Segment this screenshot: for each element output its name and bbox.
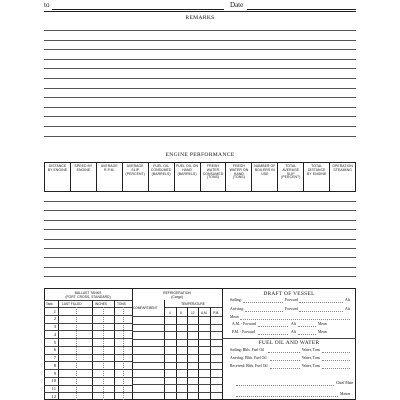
draft-am-aft: Aft [291, 322, 297, 326]
draft-pm-mean: Mean [318, 330, 327, 334]
ballast-tank-number: 7 [53, 355, 56, 360]
engine-col-header: NUMBER OF BOILERS IN USE [252, 163, 278, 191]
ballast-title: BALLAST TANKS [74, 291, 102, 295]
draft-pm-aft-field[interactable] [298, 334, 316, 335]
ballast-tank-number: 10 [51, 378, 56, 384]
time-8: 8 [180, 311, 182, 315]
draft-arriving-field[interactable] [245, 311, 283, 312]
fuel-sailing-water-field[interactable] [322, 352, 350, 353]
ballast-row-line[interactable] [44, 377, 132, 378]
draft-sailing-aft: Aft [345, 298, 351, 302]
to-field[interactable] [52, 9, 224, 10]
engine-note-line[interactable] [44, 239, 356, 240]
time-12: 12 [191, 311, 195, 315]
ballast-row-line[interactable] [44, 392, 132, 393]
engine-col-header: TOTAL DISTANCE BY ENGINE [304, 163, 330, 191]
draft-pm-label: P.M. - Forward [232, 330, 255, 334]
remarks-line[interactable] [44, 30, 356, 31]
ballast-tank-number: 8 [53, 362, 56, 368]
draft-pm-field[interactable] [258, 334, 288, 335]
engine-performance-title: ENGINE PERFORMANCE [165, 152, 235, 158]
draft-sailing-field[interactable] [243, 302, 283, 303]
ballast-row-line[interactable] [44, 338, 132, 339]
compartment-label: COMPARTMENT [133, 306, 158, 310]
draft-am-mean: Mean [318, 322, 327, 326]
ballast-tank-number: 1 [53, 308, 56, 314]
engine-note-line[interactable] [44, 229, 356, 230]
engine-col-header: AVERAGE R.P.M. [97, 163, 123, 191]
remarks-line[interactable] [44, 78, 356, 79]
header-divider [44, 11, 356, 12]
engine-col-header: AVERAGE SLIP (PERCENT) [123, 163, 149, 191]
remarks-line[interactable] [44, 40, 356, 41]
draft-mean-field[interactable] [240, 319, 350, 320]
refrigeration-title: REFRIGERATION [163, 291, 191, 295]
remarks-line[interactable] [44, 59, 356, 60]
refrigeration-row-line[interactable] [132, 339, 222, 340]
refrigeration-row-line[interactable] [132, 369, 222, 370]
fuel-title: FUEL OIL AND WATER [258, 340, 320, 346]
fuel-arriving-water-field[interactable] [322, 360, 350, 361]
time-am: A.M. [201, 311, 208, 315]
ballast-tank-number: 6 [53, 347, 56, 353]
engine-note-line[interactable] [44, 220, 356, 221]
refrigeration-row-line[interactable] [132, 362, 222, 363]
engine-col-header: DISTANCE BY ENGINE [45, 163, 71, 191]
ballast-row-line[interactable] [44, 354, 132, 355]
draft-sailing-forward-field[interactable] [299, 302, 343, 303]
remarks-line[interactable] [44, 126, 356, 127]
refrigeration-header-divider [132, 316, 222, 317]
draft-arriving-label: Arriving: [230, 307, 245, 311]
fuel-received-field[interactable] [270, 368, 300, 369]
fuel-arriving-field[interactable] [270, 360, 300, 361]
ballast-subtitle: (FORT. CROSS, STANDARD) [65, 295, 111, 299]
draft-am-aft-field[interactable] [298, 326, 316, 327]
temperature-divider [164, 307, 222, 308]
draft-mean-label: Mean [230, 315, 239, 319]
engine-note-line[interactable] [44, 210, 356, 211]
engine-col-header: FRESH WATER ON HAND (TONS) [226, 163, 252, 191]
draft-title: DRAFT OF VESSEL [263, 291, 315, 297]
refrigeration-row-line[interactable] [132, 331, 222, 332]
remarks-line[interactable] [44, 97, 356, 98]
refrigeration-subtitle: (Cargo) [171, 295, 183, 299]
ballast-tank-number: 12 [51, 393, 56, 399]
engine-note-line[interactable] [44, 257, 356, 258]
master-label: Master [340, 392, 351, 396]
ballast-row-line[interactable] [44, 385, 132, 386]
engine-note-line[interactable] [44, 201, 356, 202]
draft-am-field[interactable] [258, 326, 288, 327]
ballast-tank-number: 2 [53, 316, 56, 322]
master-signature-line[interactable] [236, 396, 338, 397]
engine-col-header: FRESH WATER CONSUMED (TONS) [201, 163, 227, 191]
ballast-row-line[interactable] [44, 361, 132, 362]
draft-pm-aft: Aft [291, 330, 297, 334]
remarks-line[interactable] [44, 49, 356, 50]
refrigeration-row-line[interactable] [132, 324, 222, 325]
draft-am-label: A.M. - Forward [232, 322, 257, 326]
refrigeration-row-line[interactable] [132, 392, 222, 393]
ballast-tank-number: 9 [53, 370, 56, 376]
chief-mate-signature-line[interactable] [236, 385, 334, 386]
fuel-received-water-field[interactable] [322, 368, 350, 369]
to-label: to [44, 1, 50, 9]
refrigeration-row-line[interactable] [132, 384, 222, 385]
fuel-divider [222, 338, 356, 339]
refrigeration-row-line[interactable] [132, 354, 222, 355]
ballast-tank-number: 11 [51, 386, 56, 391]
engine-note-line[interactable] [44, 267, 356, 268]
engine-col-header: SPEED BY ENGINE [71, 163, 97, 191]
chief-mate-label: Chief Mate [336, 381, 354, 385]
date-label: Date [230, 1, 244, 9]
engine-col-header: FUEL OIL ON HAND (BARRELS) [175, 163, 201, 191]
draft-arriving-aft: Aft [345, 307, 351, 311]
engine-col-header: TOTAL AVERAGE SLIP (PERCENT) [278, 163, 304, 191]
ballast-tank-number: 3 [53, 324, 56, 329]
fuel-sailing-field[interactable] [268, 352, 300, 353]
engine-performance-header [44, 162, 356, 192]
ballast-col-inches: INCHES [95, 302, 108, 306]
fuel-arriving-water: Water, Tons [302, 356, 320, 360]
fuel-sailing-label: Sailing: Bbls. Fuel Oil [230, 348, 265, 352]
engine-col-header: FUEL OIL CONSUMED (BARRELS) [149, 163, 175, 191]
time-4: 4 [169, 311, 171, 315]
draft-arriving-forward: Forward [285, 307, 298, 311]
ballast-right-border [132, 288, 133, 400]
ballast-tank-number: 4 [53, 331, 56, 337]
draft-sailing-label: Sailing: [230, 298, 242, 302]
fuel-arriving-label: Arriving: Bbls. Fuel Oil [230, 356, 267, 360]
remarks-line[interactable] [44, 116, 356, 117]
ballast-col-tank: Tank [46, 302, 53, 306]
remarks-line[interactable] [44, 136, 356, 137]
fuel-received-water: Water, Tons [302, 364, 320, 368]
refrigeration-row-line[interactable] [132, 377, 222, 378]
remarks-line[interactable] [44, 88, 356, 89]
date-field[interactable] [247, 9, 356, 10]
ballast-row-line[interactable] [44, 315, 132, 316]
ballast-row-line[interactable] [44, 330, 132, 331]
ballast-col-tons: TONS [117, 302, 126, 306]
remarks-line[interactable] [44, 68, 356, 69]
remarks-line[interactable] [44, 107, 356, 108]
engine-note-line[interactable] [44, 276, 356, 277]
ballast-row-line[interactable] [44, 369, 132, 370]
ballast-row-line[interactable] [44, 323, 132, 324]
refrigeration-row-line[interactable] [132, 346, 222, 347]
ballast-col-last-filled: LAST FILLED [62, 302, 82, 306]
fuel-sailing-water: Water, Tons [302, 348, 320, 352]
remarks-title: REMARKS [185, 15, 215, 21]
engine-col-header: OPERATION STEAMING [332, 164, 353, 172]
draft-sailing-forward: Forward [285, 298, 298, 302]
ballast-tank-number: 5 [53, 339, 56, 345]
time-pm: P.M. [213, 311, 220, 315]
fuel-received-label: Received: Bbls. Fuel Oil [230, 364, 268, 368]
engine-note-line[interactable] [44, 248, 356, 249]
ballast-row-line[interactable] [44, 346, 132, 347]
temperature-label: TEMPERATURE [181, 302, 205, 306]
draft-arriving-forward-field[interactable] [299, 311, 343, 312]
